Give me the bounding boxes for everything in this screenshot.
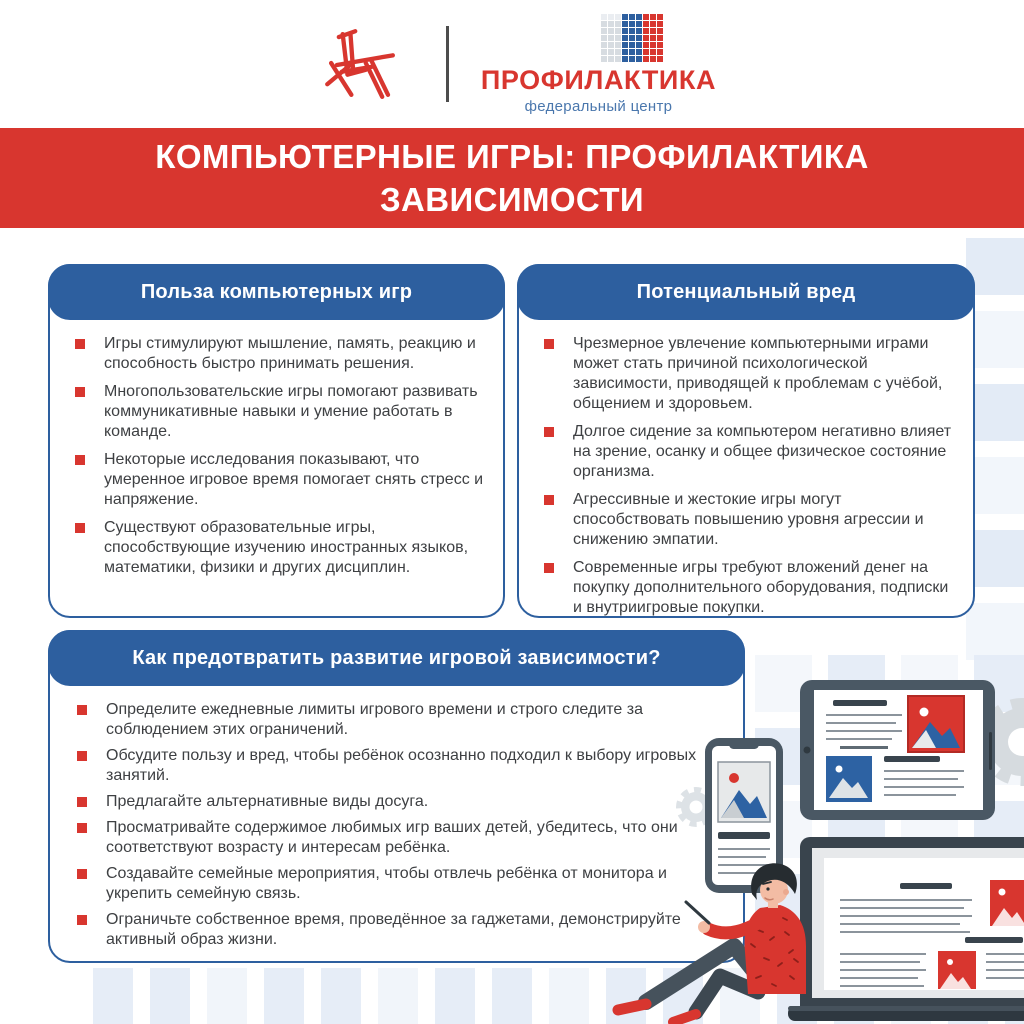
pixel-cell xyxy=(636,42,642,48)
pixel-cell xyxy=(650,42,656,48)
pixel-cell xyxy=(601,21,607,27)
pixel-cell xyxy=(636,49,642,55)
center-logo xyxy=(481,14,716,115)
card-harm xyxy=(517,264,975,618)
pixel-cell xyxy=(657,56,663,62)
tablet-camera-icon xyxy=(804,747,811,754)
pixel-cell xyxy=(643,35,649,41)
pixel-cell xyxy=(643,14,649,20)
pixel-cell xyxy=(615,56,621,62)
pixel-cell xyxy=(650,56,656,62)
pixel-cell xyxy=(643,28,649,34)
pixel-cell xyxy=(622,14,628,20)
list-item: Игры стимулируют мышление, память, реакцию и способность быстро принимать решения. xyxy=(74,334,489,374)
list-item: Ограничьте собственное время, проведённое за гаджетами, демонстрируйте активный образ жизни. xyxy=(76,910,717,950)
pixel-cell xyxy=(601,49,607,55)
pixel-cell xyxy=(629,14,635,20)
pixel-cell xyxy=(643,49,649,55)
card-harm-title: Потенциальный вред xyxy=(517,264,975,320)
pixel-cell xyxy=(608,49,614,55)
pixel-cell xyxy=(601,35,607,41)
pixel-cell xyxy=(629,42,635,48)
pixel-cell xyxy=(636,21,642,27)
pixel-cell xyxy=(615,42,621,48)
list-item: Просматривайте содержимое любимых игр ваших детей, убедитесь, что они соответствуют возрасту и интересам ребёнка. xyxy=(76,818,717,858)
pixel-cell xyxy=(601,56,607,62)
pixel-cell xyxy=(629,35,635,41)
image-placeholder-icon xyxy=(938,951,976,989)
mosaic-square xyxy=(549,968,589,1024)
card-benefits-title: Польза компьютерных игр xyxy=(48,264,505,320)
pixel-cell xyxy=(622,21,628,27)
list-item: Многопользовательские игры помогают развивать коммуникативные навыки и умение работать в команде. xyxy=(74,382,489,442)
pixel-cell xyxy=(601,42,607,48)
pixel-cell xyxy=(636,14,642,20)
image-placeholder-icon xyxy=(718,762,770,822)
list-item: Существуют образовательные игры, способствующие изучению иностранных языков, математики, физики и других дисциплин. xyxy=(74,518,489,578)
pixel-cell xyxy=(601,14,607,20)
pixel-cell xyxy=(608,56,614,62)
pixel-cell xyxy=(608,14,614,20)
pixel-cell xyxy=(643,21,649,27)
pixel-cell xyxy=(622,56,628,62)
pixel-cell xyxy=(608,28,614,34)
mosaic-square xyxy=(150,968,190,1024)
pixel-cell xyxy=(650,35,656,41)
pixel-cell xyxy=(650,49,656,55)
pixel-cell xyxy=(629,28,635,34)
pixel-cell xyxy=(657,28,663,34)
image-placeholder-icon xyxy=(826,756,872,802)
pixel-cell xyxy=(629,49,635,55)
pixel-cell xyxy=(608,21,614,27)
pixel-cell xyxy=(622,28,628,34)
title-banner xyxy=(0,128,1024,228)
pixel-cell xyxy=(622,49,628,55)
pixel-cell xyxy=(657,21,663,27)
list-item: Чрезмерное увлечение компьютерными играми может стать причиной психологической зависимости, приводящей к проблемам с учёбой, общением и здоровьем. xyxy=(543,334,959,414)
center-subtitle: федеральный центр xyxy=(524,97,673,115)
list-item: Некоторые исследования показывают, что умеренное игровое время помогает снять стресс и напряжение. xyxy=(74,450,489,510)
pixel-cell xyxy=(650,14,656,20)
card-benefits-list xyxy=(74,334,489,586)
tablet-illustration xyxy=(800,680,995,820)
pixel-cell xyxy=(622,35,628,41)
laptop-illustration xyxy=(788,837,1024,1021)
mosaic-square xyxy=(207,968,247,1024)
center-name: ПРОФИЛАКТИКА xyxy=(480,64,717,95)
pixel-grid-logo xyxy=(601,14,663,62)
pixel-cell xyxy=(657,35,663,41)
pixel-cell xyxy=(657,42,663,48)
pixel-cell xyxy=(657,14,663,20)
pixel-cell xyxy=(622,42,628,48)
pixel-cell xyxy=(643,42,649,48)
mosaic-square xyxy=(378,968,418,1024)
pixel-cell xyxy=(629,56,635,62)
card-prevention-title: Как предотвратить развитие игровой зависимости? xyxy=(48,630,745,686)
pixel-cell xyxy=(615,35,621,41)
mosaic-square xyxy=(435,968,475,1024)
pixel-cell xyxy=(657,49,663,55)
list-item: Обсудите пользу и вред, чтобы ребёнок осознанно подходил к выбору игровых занятий. xyxy=(76,746,717,786)
page-title: КОМПЬЮТЕРНЫЕ ИГРЫ: ПРОФИЛАКТИКА ЗАВИСИМОСТИ xyxy=(155,138,869,218)
pixel-cell xyxy=(650,21,656,27)
pixel-cell xyxy=(615,21,621,27)
list-item: Предлагайте альтернативные виды досуга. xyxy=(76,792,717,812)
pixel-cell xyxy=(629,21,635,27)
list-item: Современные игры требуют вложений денег на покупку дополнительного оборудования, подписки и внутриигровые покупки. xyxy=(543,558,959,618)
image-placeholder-icon xyxy=(990,880,1024,926)
pixel-cell xyxy=(601,28,607,34)
devices-illustration xyxy=(600,640,1024,1024)
list-item: Определите ежедневные лимиты игрового времени и строго следите за соблюдением этих ограничений. xyxy=(76,700,717,740)
mosaic-square xyxy=(264,968,304,1024)
pixel-cell xyxy=(643,56,649,62)
pixel-cell xyxy=(636,35,642,41)
list-item: Агрессивные и жестокие игры могут способствовать повышению уровня агрессии и снижению эмпатии. xyxy=(543,490,959,550)
image-placeholder-icon xyxy=(908,696,964,752)
pixel-cell xyxy=(615,28,621,34)
card-benefits xyxy=(48,264,505,618)
pixel-cell xyxy=(636,28,642,34)
pixel-cell xyxy=(636,56,642,62)
list-item: Создавайте семейные мероприятия, чтобы отвлечь ребёнка от монитора и укрепить семейную связь. xyxy=(76,864,717,904)
mosaic-square xyxy=(93,968,133,1024)
mosaic-square xyxy=(492,968,532,1024)
pixel-cell xyxy=(650,28,656,34)
card-harm-list xyxy=(543,334,959,626)
pixel-cell xyxy=(608,35,614,41)
pixel-cell xyxy=(615,14,621,20)
logo-divider xyxy=(446,26,449,102)
mosaic-square xyxy=(321,968,361,1024)
header xyxy=(0,0,1024,128)
list-item: Долгое сидение за компьютером негативно влияет на зрение, осанку и общее физическое состояние организма. xyxy=(543,422,959,482)
pixel-cell xyxy=(615,49,621,55)
pixel-cell xyxy=(608,42,614,48)
chair-logo-icon xyxy=(308,20,414,108)
